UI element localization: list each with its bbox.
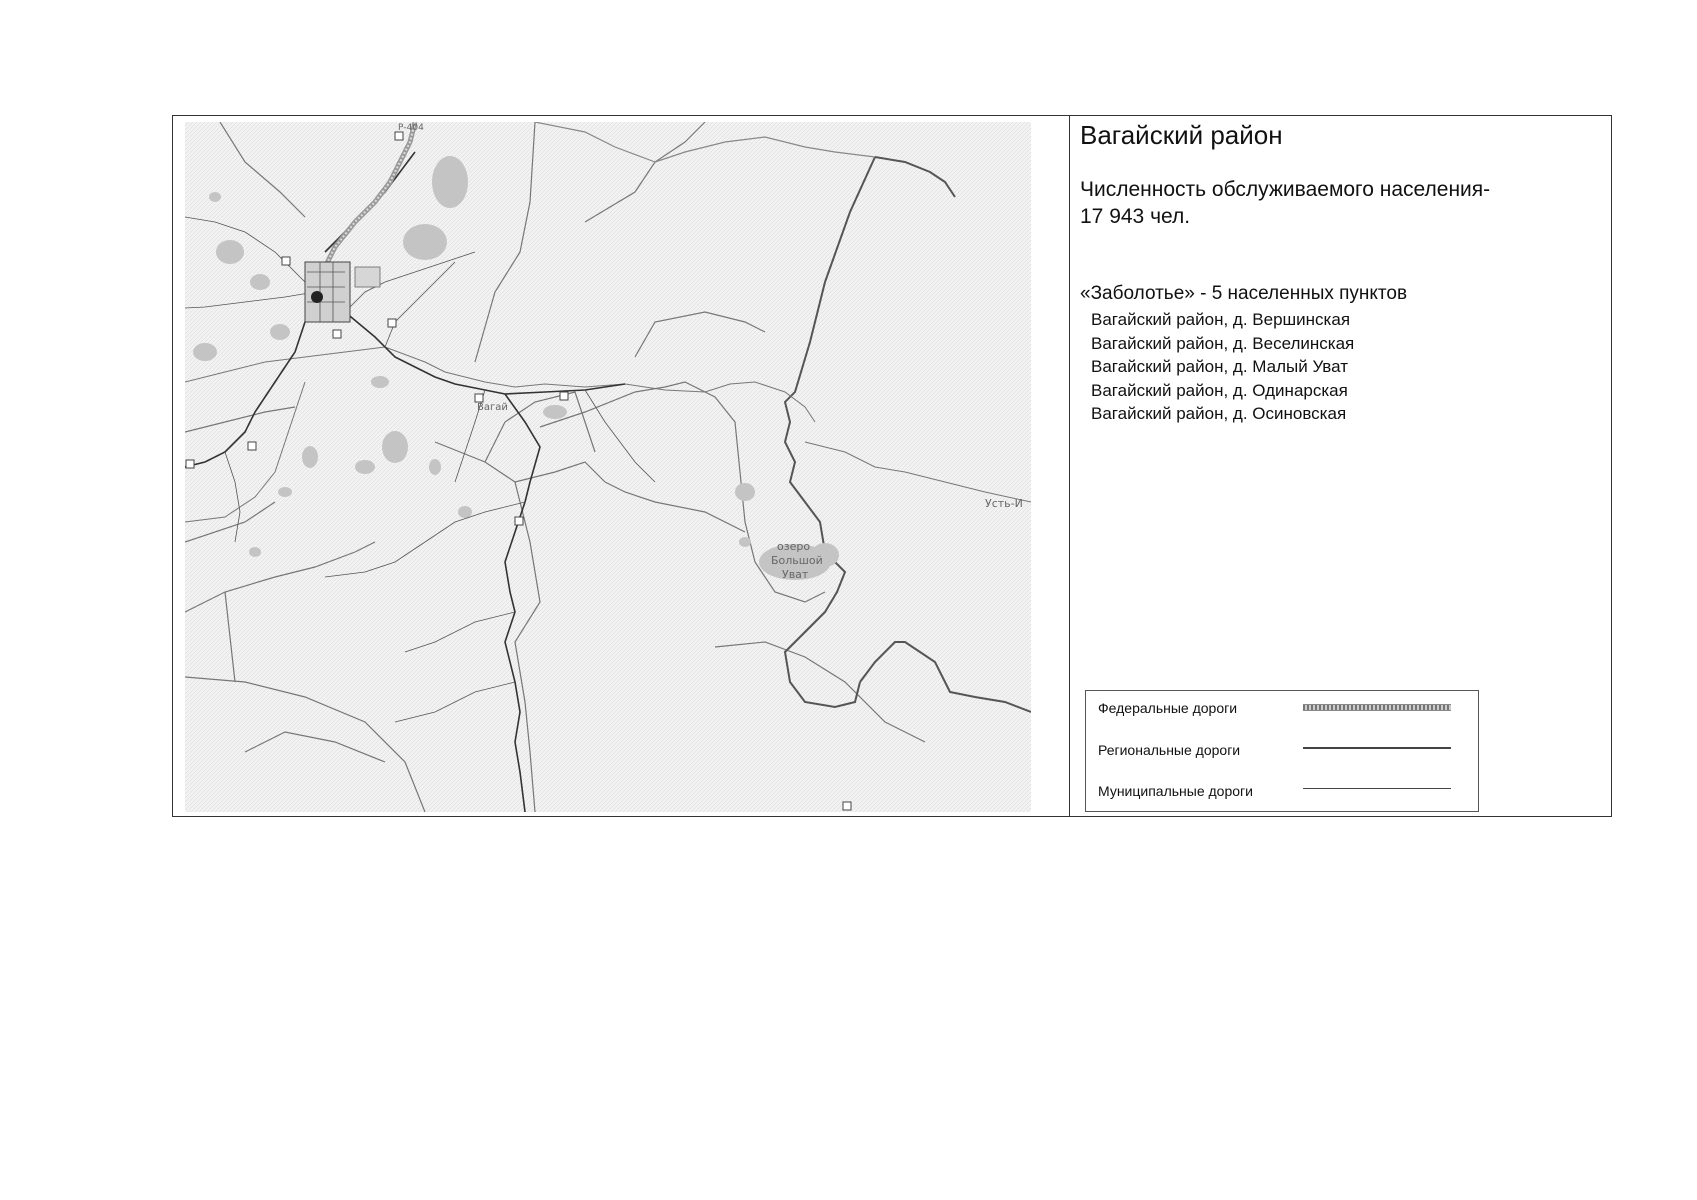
settlement-item: Вагайский район, д. Одинарская: [1091, 380, 1348, 400]
legend-municipal-swatch: [1303, 788, 1451, 789]
map-legend: [1085, 690, 1479, 812]
settlement-item: Вагайский район, д. Осиновская: [1091, 404, 1347, 423]
legend-regional-label: Региональные дороги: [1098, 742, 1241, 758]
district-map[interactable]: [173, 116, 1070, 816]
lake-label-line-3: Уват: [782, 568, 809, 581]
legend-municipal-label: Муниципальные дороги: [1098, 783, 1253, 799]
lake-label-line-2: Большой: [771, 554, 823, 567]
settlement-item: Вагайский район, д. Веселинская: [1091, 333, 1355, 353]
town-label-vagai: Вагай: [477, 402, 508, 413]
legend-federal-label: Федеральные дороги: [1098, 700, 1238, 716]
population-label: Численность обслуживаемого населения-: [1080, 178, 1491, 201]
settlement-list: [1091, 308, 1354, 426]
settlement-item: Вагайский район, д. Вершинская: [1091, 310, 1351, 329]
settlement-group-heading: «Заболотье» - 5 населенных пунктов: [1080, 283, 1408, 304]
edge-town-label: Усть-И: [985, 497, 1023, 510]
lake-label-line-1: озеро: [777, 540, 811, 553]
settlement-item: Вагайский район, д. Малый Уват: [1091, 357, 1349, 376]
district-title: Вагайский район: [1080, 120, 1283, 150]
map-sheet: [172, 115, 1612, 817]
info-panel: [1070, 116, 1611, 816]
legend-regional-swatch: [1303, 747, 1451, 749]
population-block: [1080, 176, 1490, 230]
map-canvas[interactable]: [185, 122, 1031, 812]
population-value: 17 943 чел.: [1080, 205, 1191, 228]
road-code-label: Р-404: [398, 123, 424, 133]
legend-federal-swatch: [1303, 704, 1451, 711]
